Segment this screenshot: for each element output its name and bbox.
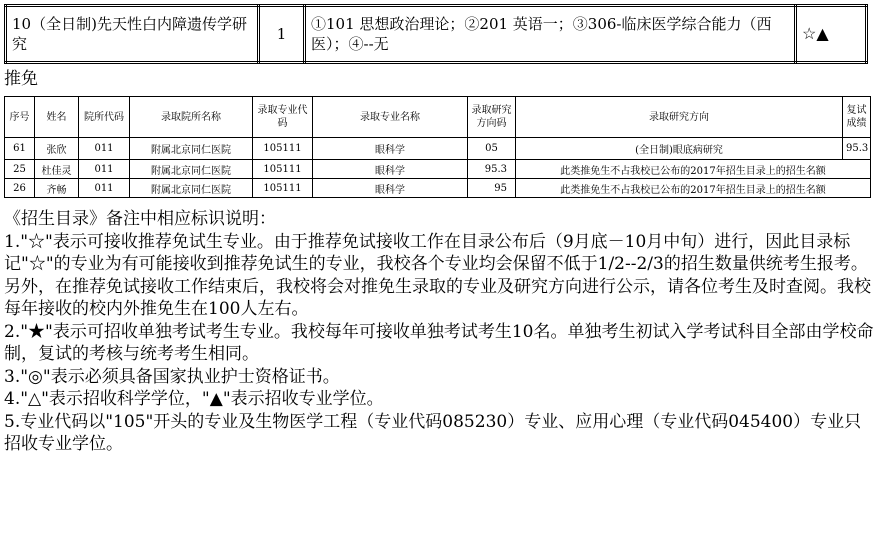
table-cell: 105111 [253, 160, 313, 179]
table-cell: 附属北京同仁医院 [130, 160, 253, 179]
table-cell: 26 [5, 179, 35, 198]
header-cell: 录取研究方向码 [468, 97, 516, 138]
section-title: 推免 [4, 69, 38, 89]
table-cell: 眼科学 [313, 179, 468, 198]
table-cell: 25 [5, 160, 35, 179]
note-item: 5.专业代码以"105"开头的专业及生物医学工程（专业代码085230）专业、应用心理（专业代码045400）专业只招收专业学位。 [4, 411, 862, 454]
program-exam-subjects: ①101 思想政治理论；②201 英语一；③306-临床医学综合能力（西医）；④--无 [305, 6, 796, 63]
table-cell: 附属北京同仁医院 [130, 138, 253, 160]
table-cell: 105111 [253, 138, 313, 160]
table-cell: 杜佳灵 [35, 160, 79, 179]
table-cell: 05 [468, 138, 516, 160]
program-count: 1 [259, 6, 305, 63]
table-cell: 011 [79, 179, 130, 198]
table-cell: 齐畅 [35, 179, 79, 198]
table-row [5, 160, 871, 179]
table-row [5, 179, 871, 198]
program-name: 10（全日制)先天性白内障遗传学研究 [6, 6, 259, 63]
note-item: 3."◎"表示必须具备国家执业护士资格证书。 [4, 366, 340, 387]
table-row [5, 138, 871, 160]
header-cell: 录取研究方向 [516, 97, 843, 138]
table-cell: 61 [5, 138, 35, 160]
program-table [4, 4, 868, 64]
header-cell: 录取专业代码 [253, 97, 313, 138]
note-item: 1."☆"表示可接收推荐免试生专业。由于推荐免试接收工作在目录公布后（9月底－10月中旬）进行，因此目录标记"☆"的专业为有可能接收到推荐免试生的专业，我校各个专业均会保留不低于1/2--2/3的招生数量供统考生报考。另外，在推荐免试接收工作结束后，我校将会对推免生录取的专业及研究方向进行公示，请各位考生及时查阅。我校每年接收的校内外推免生在100人左右。 [4, 231, 871, 319]
table-cell: (全日制)眼底病研究 [516, 138, 843, 160]
header-cell: 录取专业名称 [313, 97, 468, 138]
program-marks: ☆▲ [796, 6, 867, 63]
notes-section [4, 208, 874, 456]
header-cell: 院所代码 [79, 97, 130, 138]
table-cell: 011 [79, 138, 130, 160]
header-cell: 序号 [5, 97, 35, 138]
table-header-row [5, 97, 871, 138]
note-item: 2."★"表示可招收单独考试考生专业。我校每年可接收单独考试考生10名。单独考生初试入学考试科目全部由学校命制，复试的考核与统考考生相同。 [4, 321, 874, 364]
table-cell: 95 [468, 179, 516, 198]
table-cell: 105111 [253, 179, 313, 198]
table-cell: 95.3 [843, 138, 871, 160]
header-cell: 复试成绩 [843, 97, 871, 138]
table-cell: 95.3 [468, 160, 516, 179]
table-cell: 011 [79, 160, 130, 179]
table-cell: 张欣 [35, 138, 79, 160]
table-cell: 眼科学 [313, 160, 468, 179]
table-cell: 眼科学 [313, 138, 468, 160]
table-cell: 此类推免生不占我校已公布的2017年招生目录上的招生名额 [516, 179, 871, 198]
note-item: 4."△"表示招收科学学位，"▲"表示招收专业学位。 [4, 389, 384, 409]
table-cell: 附属北京同仁医院 [130, 179, 253, 198]
header-cell: 录取院所名称 [130, 97, 253, 138]
table-cell: 此类推免生不占我校已公布的2017年招生目录上的招生名额 [516, 160, 871, 179]
header-cell: 姓名 [35, 97, 79, 138]
notes-title: 《招生目录》备注中相应标识说明： [4, 209, 276, 229]
program-row [6, 6, 867, 63]
recommended-table [4, 96, 871, 198]
